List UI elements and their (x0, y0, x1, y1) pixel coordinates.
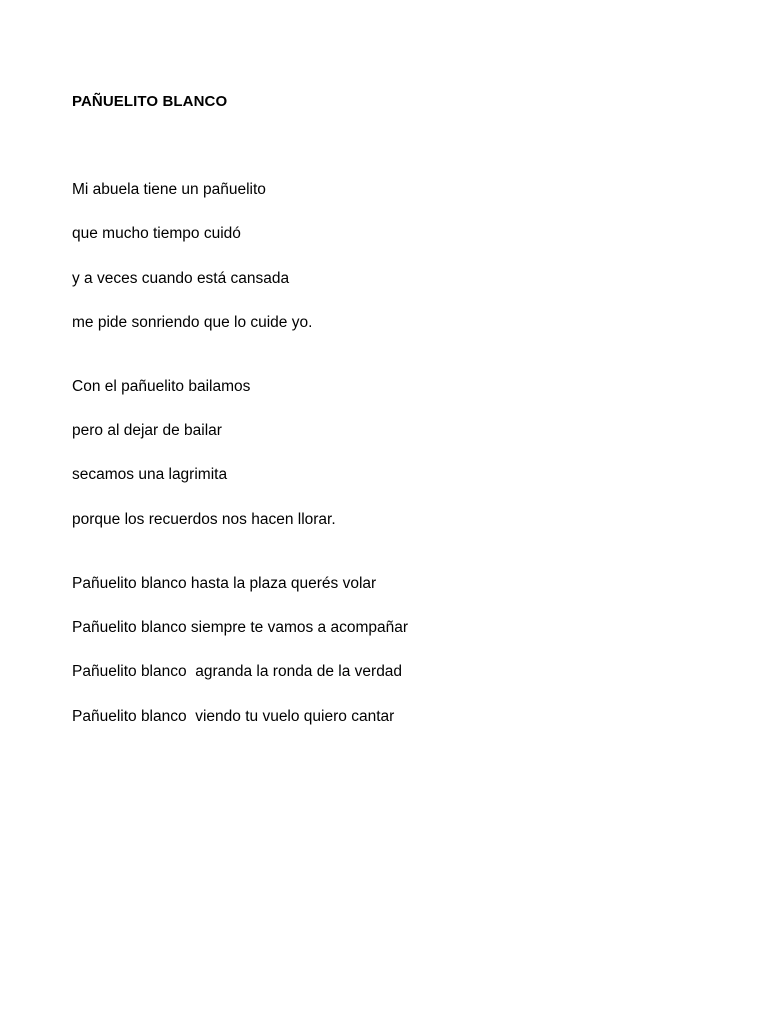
poem-line: Mi abuela tiene un pañuelito (72, 181, 266, 198)
poem-line: pero al dejar de bailar (72, 422, 222, 440)
poem-line: que mucho tiempo cuidó (72, 225, 241, 243)
poem-line: Con el pañuelito bailamos (72, 377, 251, 395)
poem-line: me pide sonriendo que lo cuide yo. (72, 313, 313, 331)
poem-line: Pañuelito blanco viendo tu vuelo quiero cantar (72, 707, 395, 725)
poem-line: secamos una lagrimita (72, 466, 228, 484)
stanza-1 (72, 180, 692, 333)
poem-line: Pañuelito blanco hasta la plaza querés volar (72, 574, 377, 592)
poem-line: Pañuelito blanco agranda la ronda de la verdad (72, 663, 403, 681)
poem-body (72, 92, 692, 751)
stanza-2 (72, 377, 692, 530)
stanza-3 (72, 574, 692, 727)
poem-line: porque los recuerdos nos hacen llorar. (72, 510, 336, 528)
poem-line: Pañuelito blanco siempre te vamos a acompañar (72, 619, 409, 637)
poem-line: y a veces cuando está cansada (72, 269, 290, 287)
poem-title: PAÑUELITO BLANCO (72, 93, 228, 110)
